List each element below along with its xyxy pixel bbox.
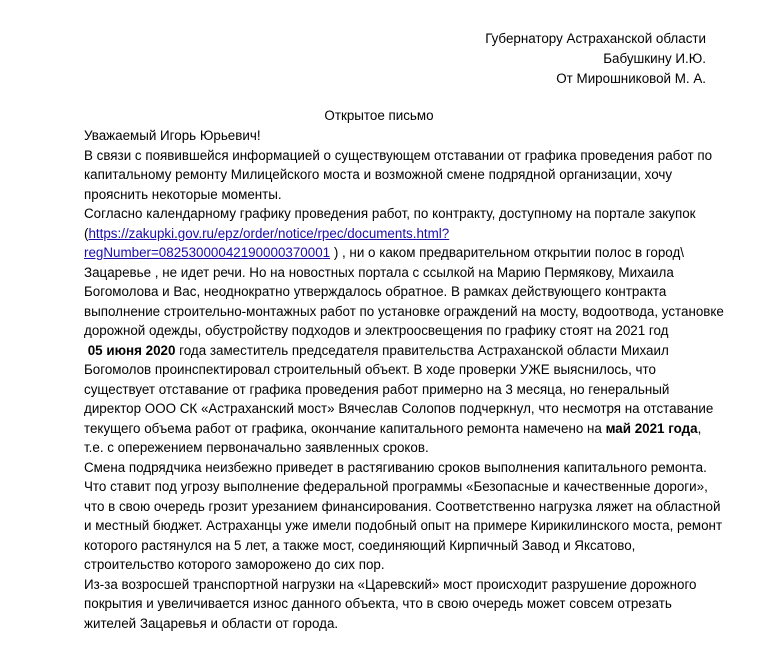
repair-deadline: май 2021 года (605, 420, 698, 436)
zakupki-link-line-2: regNumber=0825300004219000037000 (84, 245, 323, 260)
paragraph-intro: В связи с появившейся информацией о существующем отставании от графика проведения работ по капитальному ремонту Милицейского моста и возможной смене подрядной организации, хочу прояснить некоторые моменты. (84, 147, 713, 202)
inspection-date: 05 июня 2020 (87, 342, 176, 358)
letter-body (84, 126, 724, 633)
paragraph-contractor: Смена подрядчика неизбежно приведет в растягиванию сроков выполнения капитального ремонта. Что ставит под угрозу выполнение федеральной программы «Безопасные и качественные дороги», что в свою очередь грозит урезанием финансирования. Соответственно нагрузка ляжет на областной и местный бюджет. Астраханцы уже имели подобный опыт на примере Кирикилинского моста, ремонт которого растянулся на 5 лет, а также мост, соединяющий Кирпичный Завод и Яксатово, строительство которого заморожено до сих пор. (84, 459, 723, 572)
paragraph-schedule-end: ) , ни о каком предварительном открытии полос в город\ Зацаревье , не идет речи. Но на новостных портала с ссылкой на Марию Пермякову, Михаила Богомолова и Вас, неоднократно утверждалось обратное. В рамках действующего контракта выполнение строительно-монтажных работ по установке ограждений на мосту, водоотвода, установке дорожной одежды, обустройству подходов и электроосвещения по графику стоят на 2021 год (84, 245, 724, 338)
zakupki-link-line-1: https://zakupki.gov.ru/epz/order/notice/rpec/documents.html? (88, 225, 450, 241)
letter-title: Открытое письмо (324, 108, 434, 123)
addressee-line-2: Бабушкину И.Ю. (603, 51, 706, 66)
zakupki-link-tail: 1 (322, 245, 331, 260)
sender-line: От Мирошниковой М. А. (556, 71, 706, 86)
addressee-line-1: Губернатору Астраханской области (485, 31, 706, 46)
salutation: Уважаемый Игорь Юрьевич! (84, 128, 261, 143)
paragraph-traffic: Из-за возросшей транспортной нагрузки на «Царевский» мост происходит разрушение дорожного покрытия и увеличивается износ данного объекта, что в свою очередь может совсем отрезать жителей Зацаревья и области от города. (84, 576, 697, 631)
addressee-block (485, 29, 706, 89)
inspection-text-2: , т.е. с опережением первоначально заявленных сроков. (84, 420, 702, 455)
paragraph-schedule (84, 204, 724, 341)
inspection-text-1: года заместитель председателя правительства Астраханской области Михаил Богомолов проинспектировал строительный объект. В ходе проверки УЖЕ выяснилось, что существует отставание от графика проведения работ примерно на 3 месяца, но генеральный директор ООО СК «Астраханский мост» Вячеслав Солопов подчеркнул, что несмотря на отставание текущего объема работ от графика, окончание капитального ремонта намечено на (84, 342, 714, 436)
paragraph-schedule-start: Согласно календарному графику проведения работ, по контракту, доступному на портале закупок ( (84, 206, 696, 241)
paragraph-inspection (84, 341, 724, 458)
